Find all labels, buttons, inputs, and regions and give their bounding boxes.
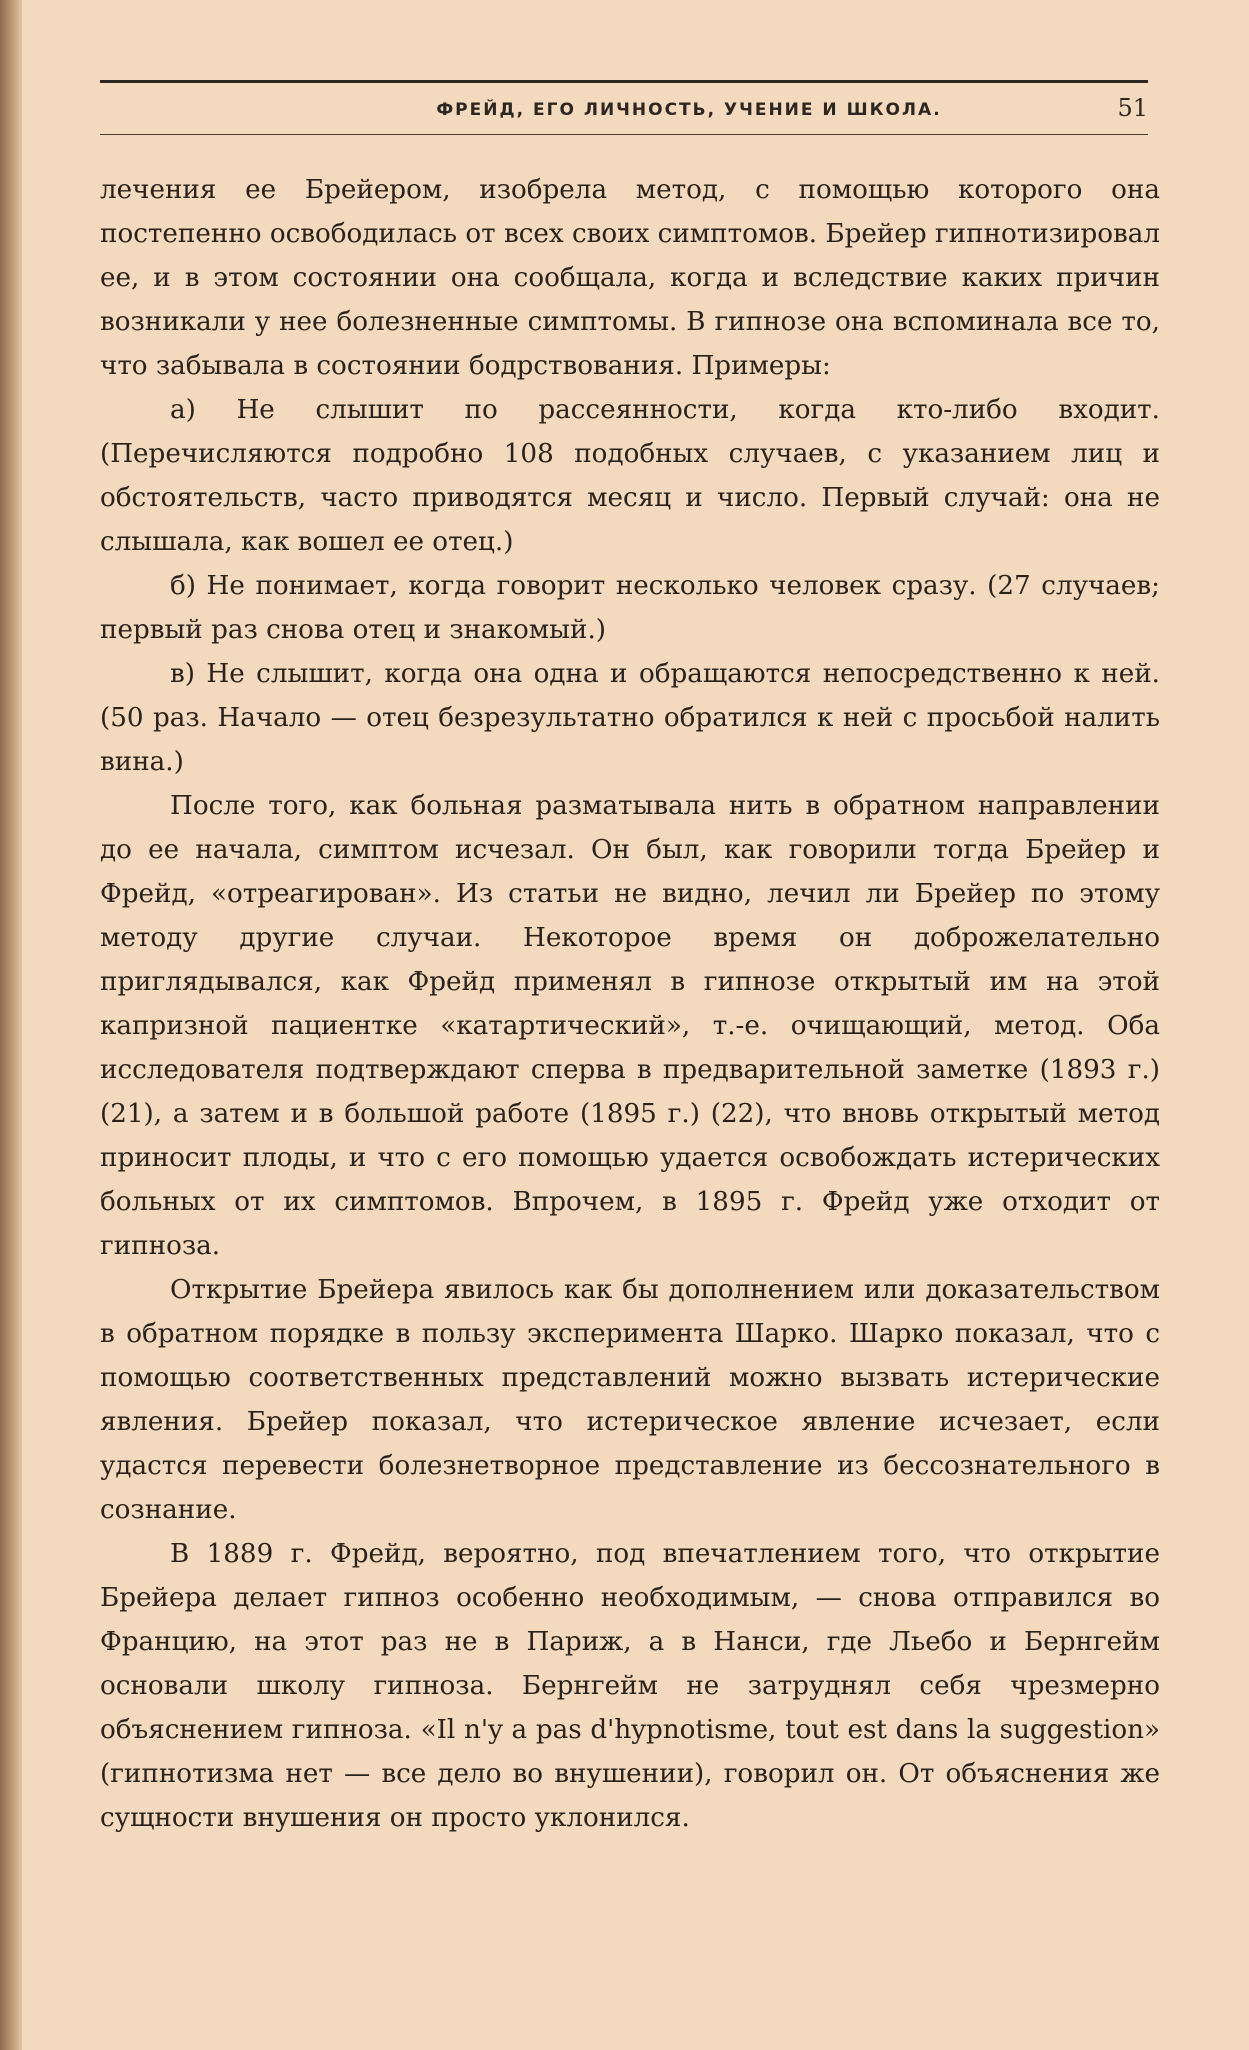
paragraph-example-a: а) Не слышит по рассеянности, когда кто-либо входит. (Перечисляются подробно 108 подобных случаев, с указанием лиц и обстоятельств, часто приводятся месяц и число. Первый случай: она не слышала, как вошел ее отец.) bbox=[100, 395, 1160, 557]
paragraph-continuation: лечения ее Брейером, изобрела метод, с помощью которого она постепенно освободилась от всех своих симптомов. Брейер гипнотизировал ее, и в этом состоянии она сообщала, когда и вследствие каких причин возникали у нее болезненные симптомы. В гипнозе она вспоминала все то, что забывала в состоянии бодрствования. Примеры: bbox=[100, 175, 1160, 381]
page-number: 51 bbox=[1117, 94, 1148, 122]
text-body bbox=[100, 168, 1160, 1840]
paragraph: В 1889 г. Фрейд, вероятно, под впечатлением того, что открытие Брейера делает гипноз особенно необходимым, — снова отправился во Францию, на этот раз не в Париж, а в Нанси, где Льебо и Бернгейм основали школу гипноза. Бернгейм не затруднял себя чрезмерно объяснением гипноза. «Il n'y a pas d'hypnotisme, tout est dans la suggestion» (гипнотизма нет — все дело во внушении), говорил он. От объяснения же сущности внушения он просто уклонился. bbox=[100, 1539, 1160, 1833]
paragraph: После того, как больная разматывала нить в обратном направлении до ее начала, симптом исчезал. Он был, как говорили тогда Брейер и Фрейд, «отреагирован». Из статьи не видно, лечил ли Брейер по этому методу другие случаи. Некоторое время он доброжелательно приглядывался, как Фрейд применял в гипнозе открытый им на этой капризной пациентке «катартический», т.-е. очищающий, метод. Оба исследователя подтверждают сперва в предварительной заметке (1893 г.) (21), а затем и в большой работе (1895 г.) (22), что вновь открытый метод приносит плоды, и что с его помощью удается освобождать истерических больных от их симптомов. Впрочем, в 1895 г. Фрейд уже отходит от гипноза. bbox=[100, 791, 1160, 1261]
paragraph-example-b: б) Не понимает, когда говорит несколько человек сразу. (27 случаев; первый раз снова отец и знакомый.) bbox=[100, 571, 1160, 645]
paragraph: Открытие Брейера явилось как бы дополнением или доказательством в обратном порядке в пользу эксперимента Шарко. Шарко показал, что с помощью соответственных представлений можно вызвать истерические явления. Брейер показал, что истерическое явление исчезает, если удастся перевести болезнетворное представление из бессознательного в сознание. bbox=[100, 1275, 1160, 1525]
paragraph-example-v: в) Не слышит, когда она одна и обращаются непосредственно к ней. (50 раз. Начало — отец безрезультатно обратился к ней с просьбой налить вина.) bbox=[100, 659, 1160, 777]
book-spine-shadow bbox=[0, 0, 22, 2050]
running-head bbox=[100, 94, 1148, 126]
running-title: ФРЕЙД, ЕГО ЛИЧНОСТЬ, УЧЕНИЕ И ШКОЛА. bbox=[436, 100, 942, 120]
header-rule-bottom bbox=[100, 134, 1148, 135]
header-rule-top bbox=[100, 80, 1148, 83]
